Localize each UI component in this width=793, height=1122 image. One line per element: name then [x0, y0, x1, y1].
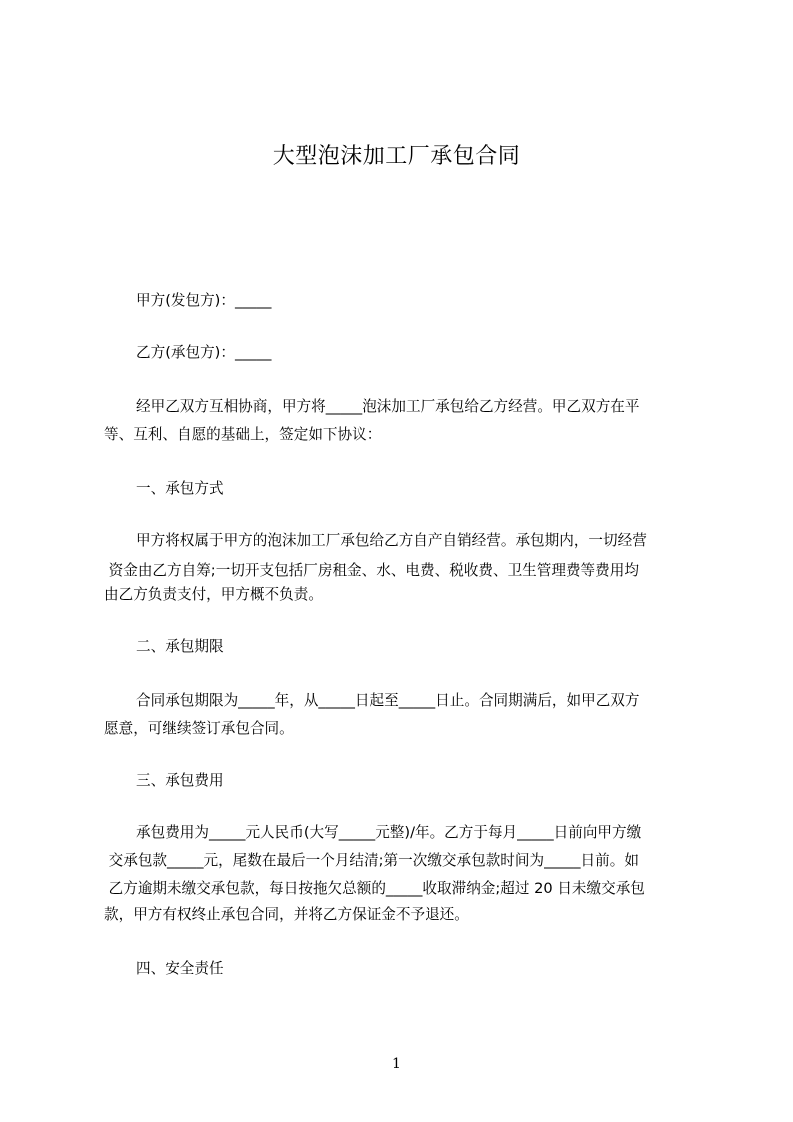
section-4-heading: 四、安全责任 — [136, 960, 224, 977]
section-2-line-2: 愿意，可继续签订承包合同。 — [104, 720, 294, 737]
section-1-line-1: 甲方将权属于甲方的泡沫加工厂承包给乙方自产自销经营。承包期内，一切经营 — [136, 532, 647, 549]
page-number: 1 — [392, 1056, 401, 1072]
section-3-line-1: 承包费用为_____元人民币(大写_____元整)/年。乙方于每月_____日前向甲方缴 — [136, 824, 642, 841]
section-3-line-2: 交承包款_____元，尾数在最后一个月结清;第一次缴交承包款时间为_____日前。如 — [104, 852, 639, 869]
section-1-line-3: 由乙方负责支付，甲方概不负责。 — [104, 586, 323, 603]
section-2-heading: 二、承包期限 — [136, 638, 224, 655]
section-3-heading: 三、承包费用 — [136, 772, 224, 789]
section-3-line-4: 款，甲方有权终止承包合同，并将乙方保证金不予退还。 — [104, 906, 469, 923]
section-3-line-3: 乙方逾期未缴交承包款，每日按拖欠总额的_____收取滞纳金;超过 20 日未缴交承包 — [104, 880, 645, 897]
party-a-line: 甲方(发包方)：_____ — [136, 292, 272, 309]
section-1-heading: 一、承包方式 — [136, 480, 224, 497]
section-1-line-2: 资金由乙方自筹;一切开支包括厂房租金、水、电费、税收费、卫生管理费等费用均 — [104, 562, 639, 579]
intro-line-2: 等、互利、自愿的基础上，签定如下协议： — [104, 426, 382, 443]
party-b-line: 乙方(承包方)：_____ — [136, 344, 272, 361]
section-2-line-1: 合同承包期限为_____年，从_____日起至_____日止。合同期满后，如甲乙双方 — [136, 692, 640, 709]
intro-line-1: 经甲乙双方互相协商，甲方将_____泡沫加工厂承包给乙方经营。甲乙双方在平 — [136, 398, 640, 415]
document-title: 大型泡沫加工厂承包合同 — [272, 144, 521, 169]
